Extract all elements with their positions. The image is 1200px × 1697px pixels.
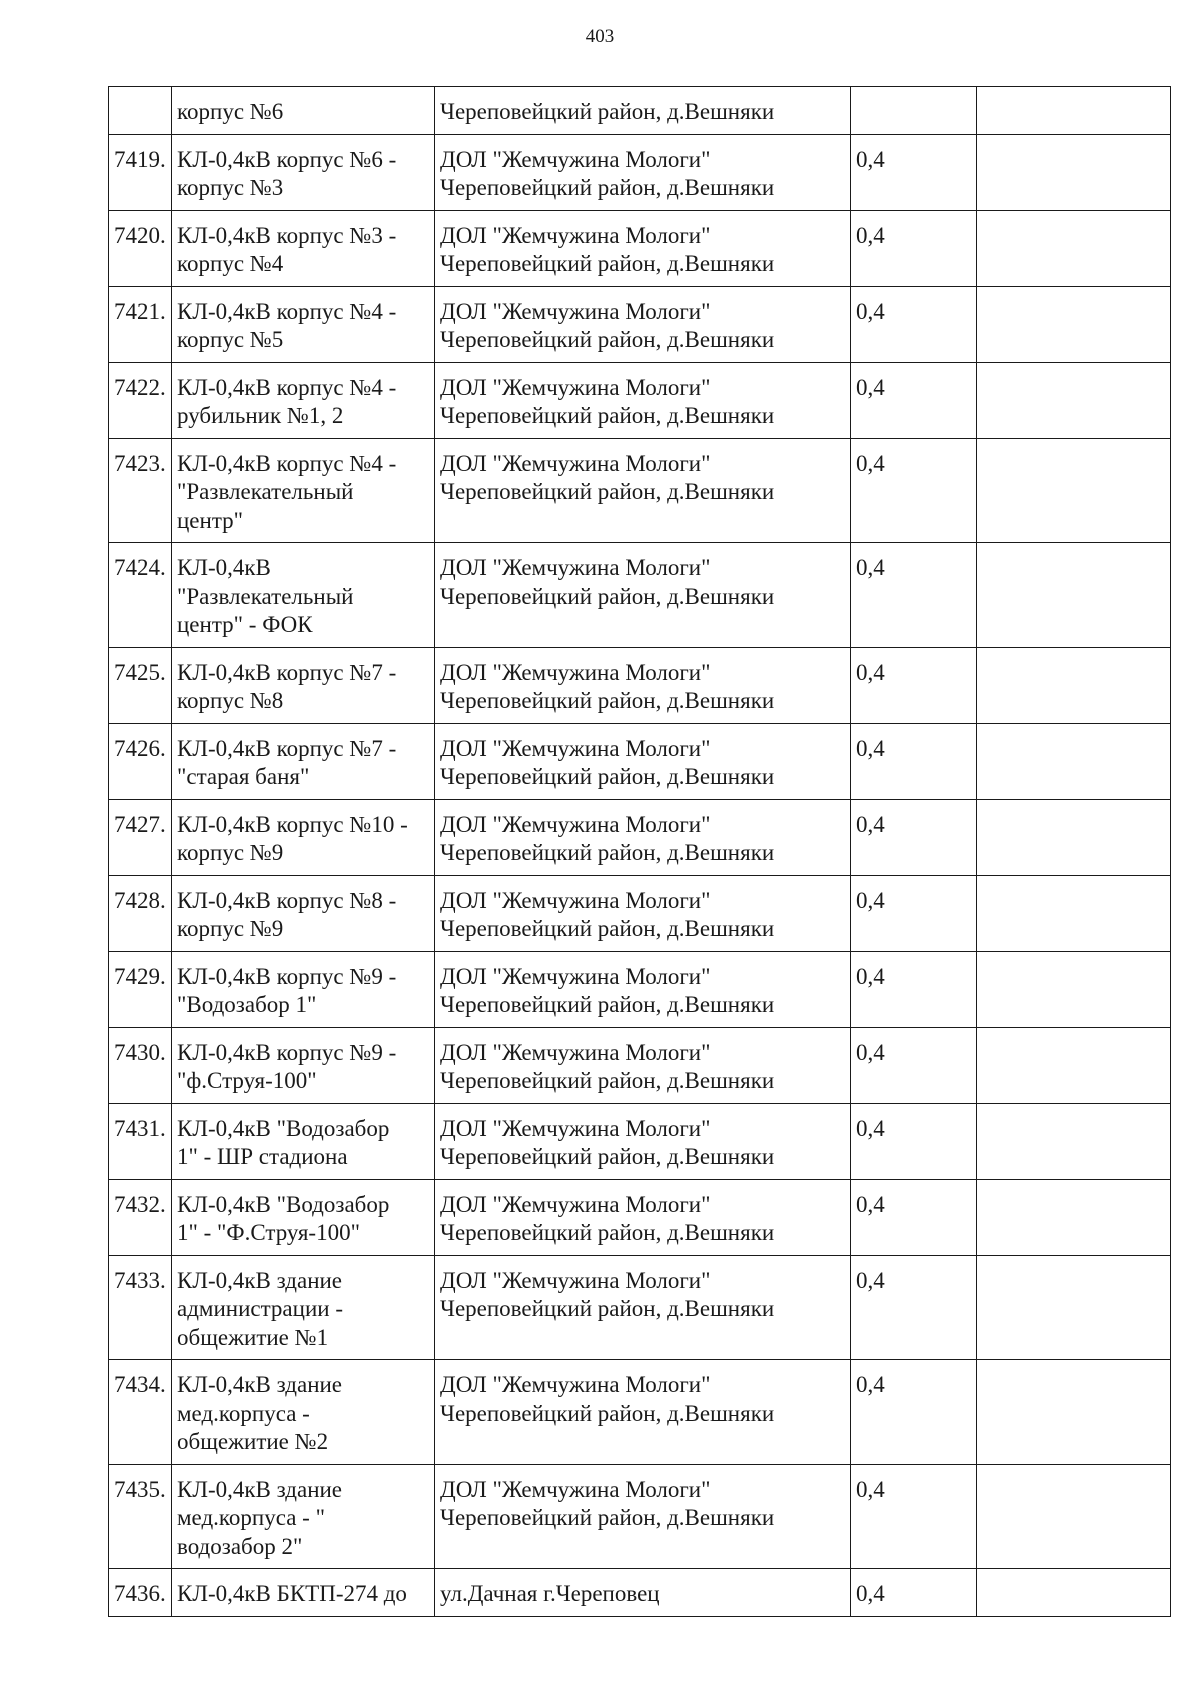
row-number: 7421.	[114, 298, 166, 324]
row-number: 7422.	[114, 374, 166, 400]
address-text: ДОЛ "Жемчужина Мологи"	[440, 963, 711, 989]
line-name-cell	[172, 1027, 435, 1103]
line-name-text: 1" - ШР стадиона	[177, 1144, 348, 1169]
table-row	[109, 1027, 1171, 1103]
address-cell	[435, 438, 851, 543]
row-number: 7430.	[114, 1039, 166, 1065]
voltage-value: 0,4	[856, 374, 885, 400]
table-row	[109, 799, 1171, 875]
row-number-cell	[109, 1027, 172, 1103]
line-name-text: общежитие №1	[177, 1324, 329, 1350]
address-text: ДОЛ "Жемчужина Мологи"	[440, 1191, 711, 1217]
address-text: Череповейцкий район, д.Вешняки	[440, 583, 775, 609]
voltage-value: 0,4	[856, 811, 885, 837]
note-cell	[977, 87, 1171, 135]
table-row	[109, 875, 1171, 951]
note-cell	[977, 1255, 1171, 1360]
row-number-cell	[109, 134, 172, 210]
voltage-cell	[851, 1179, 977, 1255]
address-text: Череповейцкий район, д.Вешняки	[440, 1068, 775, 1093]
line-name-cell	[172, 799, 435, 875]
address-text: Череповейцкий район, д.Вешняки	[440, 764, 775, 789]
address-text: Череповейцкий район, д.Вешняки	[440, 840, 775, 865]
address-text: ДОЛ "Жемчужина Мологи"	[440, 374, 711, 400]
table-row	[109, 647, 1171, 723]
note-cell	[977, 1027, 1171, 1103]
row-number: 7436.	[114, 1581, 166, 1606]
note-cell	[977, 1464, 1171, 1569]
line-name-cell	[172, 286, 435, 362]
address-text: Череповейцкий район, д.Вешняки	[440, 327, 775, 352]
note-cell	[977, 799, 1171, 875]
voltage-cell	[851, 1027, 977, 1103]
line-name-text: КЛ-0,4кВ здание	[177, 1372, 343, 1397]
address-cell	[435, 543, 851, 648]
voltage-value: 0,4	[856, 1267, 885, 1293]
address-cell	[435, 134, 851, 210]
table-row	[109, 1103, 1171, 1179]
address-text: ДОЛ "Жемчужина Мологи"	[440, 1476, 711, 1502]
note-cell	[977, 543, 1171, 648]
voltage-cell	[851, 875, 977, 951]
line-name-cell	[172, 438, 435, 543]
line-name-text: КЛ-0,4кВ корпус №3 -	[177, 222, 397, 248]
voltage-value: 0,4	[856, 1191, 885, 1217]
line-name-text: КЛ-0,4кВ "Водозабор	[177, 1191, 390, 1217]
row-number-cell	[109, 438, 172, 543]
line-name-text: КЛ-0,4кВ корпус №8 -	[177, 887, 397, 913]
address-text: Череповейцкий район, д.Вешняки	[440, 1505, 775, 1530]
page-number: 403	[585, 26, 615, 47]
row-number-cell	[109, 799, 172, 875]
row-number-cell	[109, 543, 172, 648]
voltage-cell	[851, 1103, 977, 1179]
address-cell	[435, 1569, 851, 1617]
row-number: 7435.	[114, 1476, 166, 1502]
row-number: 7420.	[114, 222, 166, 248]
row-number-cell	[109, 1464, 172, 1569]
address-cell	[435, 723, 851, 799]
note-cell	[977, 134, 1171, 210]
voltage-value: 0,4	[856, 1372, 885, 1397]
voltage-value: 0,4	[856, 1115, 885, 1141]
line-name-text: КЛ-0,4кВ здание	[177, 1267, 343, 1293]
address-text: Череповейцкий район, д.Вешняки	[440, 688, 775, 713]
voltage-cell	[851, 362, 977, 438]
voltage-cell	[851, 134, 977, 210]
note-cell	[977, 210, 1171, 286]
table-row	[109, 1569, 1171, 1617]
address-cell	[435, 1255, 851, 1360]
line-name-cell	[172, 87, 435, 135]
row-number: 7423.	[114, 450, 166, 476]
row-number-cell	[109, 286, 172, 362]
line-name-text: КЛ-0,4кВ корпус №10 -	[177, 811, 408, 837]
voltage-cell	[851, 438, 977, 543]
row-number: 7419.	[114, 146, 166, 172]
line-name-text: мед.корпуса - "	[177, 1505, 325, 1530]
table-row	[109, 1360, 1171, 1465]
address-text: Череповейцкий район, д.Вешняки	[440, 1220, 775, 1245]
table-row	[109, 723, 1171, 799]
address-cell	[435, 210, 851, 286]
table-row	[109, 210, 1171, 286]
note-cell	[977, 362, 1171, 438]
row-number-cell	[109, 1255, 172, 1360]
line-name-text: КЛ-0,4кВ здание	[177, 1476, 343, 1502]
voltage-cell	[851, 951, 977, 1027]
line-name-cell	[172, 951, 435, 1027]
voltage-cell	[851, 1464, 977, 1569]
address-text: Череповейцкий район, д.Вешняки	[440, 1296, 775, 1321]
address-cell	[435, 1464, 851, 1569]
line-name-text: общежитие №2	[177, 1429, 329, 1454]
voltage-value: 0,4	[856, 450, 885, 476]
note-cell	[977, 647, 1171, 723]
address-text: ДОЛ "Жемчужина Мологи"	[440, 555, 711, 580]
address-text: ДОЛ "Жемчужина Мологи"	[440, 735, 711, 761]
voltage-value: 0,4	[856, 887, 885, 913]
line-name-text: "Развлекательный	[177, 479, 354, 504]
address-cell	[435, 1027, 851, 1103]
line-name-text: КЛ-0,4кВ корпус №7 -	[177, 735, 397, 761]
line-name-text: КЛ-0,4кВ "Водозабор	[177, 1115, 390, 1141]
voltage-cell	[851, 1569, 977, 1617]
address-cell	[435, 875, 851, 951]
voltage-cell	[851, 799, 977, 875]
line-name-cell	[172, 134, 435, 210]
line-name-text: "Водозабор 1"	[177, 992, 317, 1017]
row-number: 7433.	[114, 1267, 166, 1293]
address-cell	[435, 951, 851, 1027]
line-name-text: корпус №5	[177, 327, 284, 352]
line-name-cell	[172, 723, 435, 799]
voltage-value: 0,4	[856, 298, 885, 324]
row-number-cell	[109, 723, 172, 799]
voltage-value: 0,4	[856, 963, 885, 989]
line-name-text: администрации -	[177, 1296, 343, 1321]
line-name-text: мед.корпуса -	[177, 1400, 310, 1426]
line-name-cell	[172, 647, 435, 723]
line-name-text: КЛ-0,4кВ корпус №9 -	[177, 1039, 397, 1065]
line-name-text: КЛ-0,4кВ корпус №4 -	[177, 298, 397, 324]
line-name-text: корпус №9	[177, 840, 284, 865]
voltage-cell	[851, 647, 977, 723]
row-number: 7426.	[114, 735, 166, 761]
row-number-cell	[109, 210, 172, 286]
line-name-cell	[172, 210, 435, 286]
table-row	[109, 362, 1171, 438]
address-text: Череповейцкий район, д.Вешняки	[440, 1144, 775, 1169]
line-name-cell	[172, 875, 435, 951]
address-text: Череповейцкий район, д.Вешняки	[440, 99, 775, 124]
voltage-value: 0,4	[856, 735, 885, 761]
address-text: ДОЛ "Жемчужина Мологи"	[440, 222, 711, 248]
voltage-value: 0,4	[856, 222, 885, 248]
table-body	[109, 87, 1171, 1617]
registry-table	[108, 86, 1171, 1617]
voltage-cell	[851, 210, 977, 286]
table-row	[109, 543, 1171, 648]
line-name-text: КЛ-0,4кВ корпус №7 -	[177, 659, 397, 685]
address-text: ДОЛ "Жемчужина Мологи"	[440, 298, 711, 324]
row-number: 7428.	[114, 887, 166, 913]
row-number: 7432.	[114, 1191, 166, 1217]
address-text: ул.Дачная г.Череповец	[440, 1581, 660, 1606]
note-cell	[977, 438, 1171, 543]
line-name-text: КЛ-0,4кВ корпус №6 -	[177, 146, 397, 172]
voltage-value: 0,4	[856, 146, 885, 172]
address-text: Череповейцкий район, д.Вешняки	[440, 175, 775, 200]
voltage-value: 0,4	[856, 659, 885, 685]
line-name-cell	[172, 1179, 435, 1255]
row-number-cell	[109, 647, 172, 723]
note-cell	[977, 723, 1171, 799]
row-number-cell	[109, 951, 172, 1027]
line-name-text: КЛ-0,4кВ корпус №4 -	[177, 374, 397, 400]
address-cell	[435, 286, 851, 362]
line-name-text: водозабор 2"	[177, 1533, 303, 1559]
address-cell	[435, 799, 851, 875]
address-text: ДОЛ "Жемчужина Мологи"	[440, 450, 711, 476]
line-name-text: "старая баня"	[177, 764, 310, 789]
table-row	[109, 134, 1171, 210]
address-text: Череповейцкий район, д.Вешняки	[440, 1400, 775, 1426]
line-name-cell	[172, 543, 435, 648]
line-name-text: "ф.Струя-100"	[177, 1068, 317, 1093]
line-name-text: КЛ-0,4кВ корпус №9 -	[177, 963, 397, 989]
line-name-text: 1" - "Ф.Струя-100"	[177, 1220, 360, 1245]
row-number: 7427.	[114, 811, 166, 837]
table-row	[109, 286, 1171, 362]
address-text: Череповейцкий район, д.Вешняки	[440, 479, 775, 504]
line-name-cell	[172, 1360, 435, 1465]
row-number: 7434.	[114, 1372, 166, 1397]
voltage-cell	[851, 543, 977, 648]
address-text: Череповейцкий район, д.Вешняки	[440, 251, 775, 276]
table-row	[109, 1464, 1171, 1569]
table-row	[109, 951, 1171, 1027]
address-cell	[435, 87, 851, 135]
line-name-cell	[172, 1103, 435, 1179]
address-text: ДОЛ "Жемчужина Мологи"	[440, 811, 711, 837]
note-cell	[977, 951, 1171, 1027]
address-text: ДОЛ "Жемчужина Мологи"	[440, 659, 711, 685]
voltage-value: 0,4	[856, 1476, 885, 1502]
line-name-text: КЛ-0,4кВ БКТП-274 до	[177, 1581, 407, 1606]
note-cell	[977, 1103, 1171, 1179]
line-name-cell	[172, 362, 435, 438]
line-name-cell	[172, 1464, 435, 1569]
address-text: ДОЛ "Жемчужина Мологи"	[440, 887, 711, 913]
voltage-cell	[851, 87, 977, 135]
address-text: Череповейцкий район, д.Вешняки	[440, 403, 775, 428]
voltage-cell	[851, 723, 977, 799]
line-name-cell	[172, 1569, 435, 1617]
address-text: ДОЛ "Жемчужина Мологи"	[440, 1115, 711, 1141]
row-number-cell	[109, 362, 172, 438]
row-number: 7425.	[114, 659, 166, 685]
address-text: Череповейцкий район, д.Вешняки	[440, 916, 775, 941]
line-name-text: центр" - ФОК	[177, 612, 313, 637]
row-number: 7429.	[114, 963, 166, 989]
line-name-text: корпус №6	[177, 99, 284, 124]
voltage-cell	[851, 1360, 977, 1465]
note-cell	[977, 1360, 1171, 1465]
line-name-text: КЛ-0,4кВ	[177, 555, 271, 580]
address-text: ДОЛ "Жемчужина Мологи"	[440, 1267, 711, 1293]
line-name-text: центр"	[177, 507, 244, 533]
voltage-cell	[851, 1255, 977, 1360]
address-cell	[435, 647, 851, 723]
line-name-text: корпус №4	[177, 251, 284, 276]
line-name-text: КЛ-0,4кВ корпус №4 -	[177, 450, 397, 476]
address-cell	[435, 362, 851, 438]
address-text: ДОЛ "Жемчужина Мологи"	[440, 146, 711, 172]
row-number-cell	[109, 1179, 172, 1255]
address-cell	[435, 1103, 851, 1179]
line-name-text: рубильник №1, 2	[177, 403, 344, 428]
address-cell	[435, 1179, 851, 1255]
address-text: ДОЛ "Жемчужина Мологи"	[440, 1039, 711, 1065]
table-row	[109, 87, 1171, 135]
line-name-cell	[172, 1255, 435, 1360]
table-row	[109, 1179, 1171, 1255]
table-row	[109, 438, 1171, 543]
voltage-value: 0,4	[856, 1039, 885, 1065]
note-cell	[977, 1569, 1171, 1617]
address-cell	[435, 1360, 851, 1465]
address-text: ДОЛ "Жемчужина Мологи"	[440, 1372, 711, 1397]
voltage-cell	[851, 286, 977, 362]
note-cell	[977, 1179, 1171, 1255]
line-name-text: корпус №3	[177, 175, 284, 200]
note-cell	[977, 286, 1171, 362]
table-row	[109, 1255, 1171, 1360]
voltage-value: 0,4	[856, 1581, 885, 1606]
row-number-cell	[109, 1360, 172, 1465]
row-number: 7431.	[114, 1115, 166, 1141]
note-cell	[977, 875, 1171, 951]
address-text: Череповейцкий район, д.Вешняки	[440, 992, 775, 1017]
line-name-text: корпус №9	[177, 916, 284, 941]
row-number-cell	[109, 87, 172, 135]
line-name-text: "Развлекательный	[177, 583, 354, 609]
row-number: 7424.	[114, 555, 166, 580]
voltage-value: 0,4	[856, 555, 885, 580]
line-name-text: корпус №8	[177, 688, 284, 713]
row-number-cell	[109, 875, 172, 951]
row-number-cell	[109, 1569, 172, 1617]
row-number-cell	[109, 1103, 172, 1179]
